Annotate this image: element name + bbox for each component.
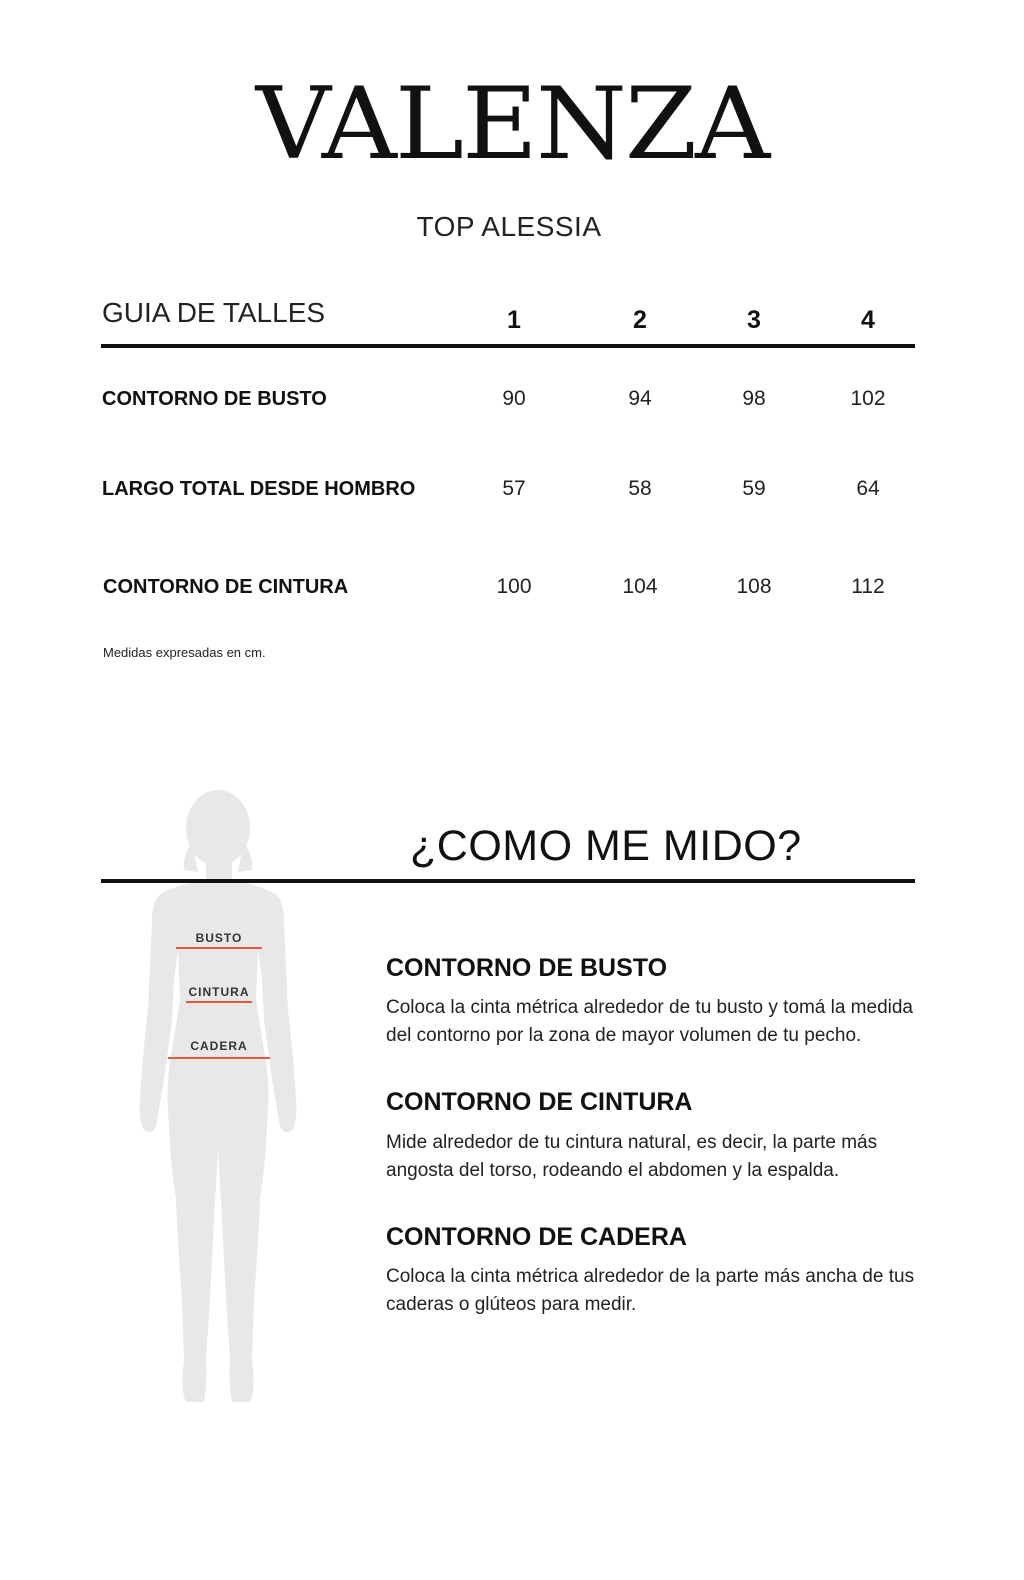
section-text-line: angosta del torso, rodeando el abdomen y la espalda. [386,1160,840,1181]
section-text-line: del contorno por la zona de mayor volumen de tu pecho. [386,1025,862,1046]
figure-label-waist: CINTURA [188,985,250,999]
waist-measure-line [186,1001,252,1003]
how-to-divider [101,879,915,883]
table-cell: 59 [742,477,766,500]
figure-label-bust: BUSTO [195,931,243,945]
section-title-bust: CONTORNO DE BUSTO [386,954,668,982]
hip-measure-line [168,1057,270,1059]
table-cell: 94 [628,387,652,410]
table-cell: 57 [502,477,526,500]
table-cell: 108 [736,575,772,598]
section-text-bust [386,994,986,1050]
section-text-line: Coloca la cinta métrica alrededor de tu busto y tomá la medida [386,997,913,1018]
row-label-bust: CONTORNO DE BUSTO [102,388,327,410]
table-cell: 112 [851,575,885,598]
section-text-waist [386,1129,986,1185]
units-note: Medidas expresadas en cm. [103,645,266,660]
product-name: TOP ALESSIA [416,211,602,242]
table-cell: 90 [502,387,526,410]
table-cell: 64 [856,477,880,500]
section-text-line: caderas o glúteos para medir. [386,1294,637,1315]
figure-label-hip: CADERA [190,1039,248,1053]
size-guide-title: GUIA DE TALLES [102,297,326,328]
size-header-3: 3 [747,306,761,334]
section-title-waist: CONTORNO DE CINTURA [386,1088,693,1116]
row-label-length: LARGO TOTAL DESDE HOMBRO [102,478,416,500]
bust-measure-line [176,947,262,949]
table-cell: 58 [628,477,652,500]
table-cell: 104 [622,575,658,598]
section-text-line: Coloca la cinta métrica alrededor de la parte más ancha de tus [386,1266,915,1287]
size-header-4: 4 [861,306,875,334]
section-text-hip [386,1263,986,1319]
row-label-waist: CONTORNO DE CINTURA [103,576,349,598]
brand-logo: VALENZA [255,66,769,182]
section-text-line: Mide alrededor de tu cintura natural, es decir, la parte más [386,1132,878,1153]
size-header-2: 2 [633,306,647,334]
section-title-hip: CONTORNO DE CADERA [386,1223,687,1251]
table-cell: 100 [496,575,532,598]
table-cell: 102 [850,387,886,410]
table-header-divider [101,344,915,348]
how-to-measure-title: ¿COMO ME MIDO? [410,822,802,870]
size-header-1: 1 [507,306,521,334]
table-cell: 98 [742,387,766,410]
body-silhouette-figure [120,780,320,1420]
